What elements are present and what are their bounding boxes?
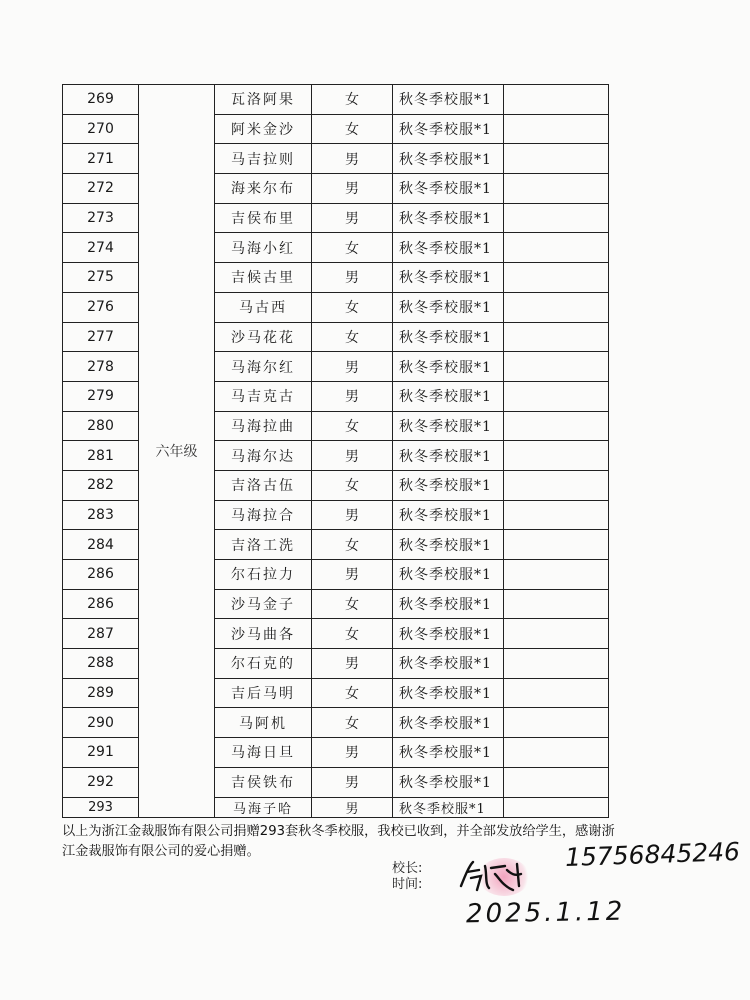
blank-cell [504,411,609,441]
donated-item: 秋冬季校服*1 [393,381,504,411]
row-number: 284 [63,530,139,560]
row-number: 281 [63,441,139,471]
row-number: 272 [63,174,139,204]
student-name: 吉洛工洗 [215,530,312,560]
row-number: 290 [63,708,139,738]
student-sex: 男 [312,203,393,233]
student-sex: 女 [312,114,393,144]
row-number: 282 [63,470,139,500]
student-sex: 男 [312,797,393,817]
student-sex: 女 [312,530,393,560]
student-name: 马海尔红 [215,352,312,382]
acknowledgement-note: 以上为浙江金裁服饰有限公司捐赠293套秋冬季校服，我校已收到，并全部发放给学生，感谢浙江金裁服饰有限公司的爱心捐赠。 [62,824,615,859]
donation-table [62,84,609,818]
principal-signature [455,856,545,896]
blank-cell [504,381,609,411]
student-sex: 男 [312,500,393,530]
row-number: 293 [63,797,139,817]
row-number: 291 [63,738,139,768]
row-number: 288 [63,649,139,679]
blank-cell [504,649,609,679]
row-number: 287 [63,619,139,649]
student-name: 马海日旦 [215,738,312,768]
donated-item: 秋冬季校服*1 [393,500,504,530]
blank-cell [504,174,609,204]
student-name: 海来尔布 [215,174,312,204]
donated-item: 秋冬季校服*1 [393,203,504,233]
student-name: 马海尔达 [215,441,312,471]
row-number: 283 [63,500,139,530]
student-sex: 女 [312,470,393,500]
row-number: 278 [63,352,139,382]
student-sex: 男 [312,144,393,174]
blank-cell [504,500,609,530]
time-label: 时间: [392,877,423,892]
signature-labels [392,861,422,893]
donated-item: 秋冬季校服*1 [393,560,504,590]
student-name: 沙马曲各 [215,619,312,649]
donated-item: 秋冬季校服*1 [393,470,504,500]
row-number: 277 [63,322,139,352]
student-name: 瓦洛阿果 [215,85,312,115]
student-sex: 男 [312,441,393,471]
blank-cell [504,203,609,233]
student-name: 马海拉曲 [215,411,312,441]
blank-cell [504,530,609,560]
row-number: 280 [63,411,139,441]
donated-item: 秋冬季校服*1 [393,174,504,204]
student-sex: 男 [312,174,393,204]
donated-item: 秋冬季校服*1 [393,322,504,352]
student-name: 吉侯布里 [215,203,312,233]
blank-cell [504,144,609,174]
donated-item: 秋冬季校服*1 [393,530,504,560]
student-sex: 男 [312,263,393,293]
donated-item: 秋冬季校服*1 [393,411,504,441]
blank-cell [504,292,609,322]
row-number: 273 [63,203,139,233]
student-sex: 男 [312,649,393,679]
donated-item: 秋冬季校服*1 [393,114,504,144]
student-sex: 女 [312,292,393,322]
donated-item: 秋冬季校服*1 [393,649,504,679]
blank-cell [504,114,609,144]
student-name: 吉后马明 [215,678,312,708]
row-number: 271 [63,144,139,174]
donated-item: 秋冬季校服*1 [393,619,504,649]
donated-item: 秋冬季校服*1 [393,767,504,797]
blank-cell [504,85,609,115]
row-number: 292 [63,767,139,797]
student-name: 吉侯铁布 [215,767,312,797]
donated-item: 秋冬季校服*1 [393,85,504,115]
student-sex: 女 [312,619,393,649]
row-number: 269 [63,85,139,115]
row-number: 279 [63,381,139,411]
student-name: 沙马花花 [215,322,312,352]
student-sex: 男 [312,352,393,382]
blank-cell [504,322,609,352]
student-name: 马吉克古 [215,381,312,411]
blank-cell [504,470,609,500]
student-name: 吉候古里 [215,263,312,293]
blank-cell [504,797,609,817]
handwritten-phone: 15756845246 [564,836,741,873]
row-number: 274 [63,233,139,263]
donated-item: 秋冬季校服*1 [393,797,504,817]
donated-item: 秋冬季校服*1 [393,263,504,293]
blank-cell [504,589,609,619]
student-name: 尔石拉力 [215,560,312,590]
blank-cell [504,678,609,708]
row-number: 275 [63,263,139,293]
student-name: 马海小红 [215,233,312,263]
donated-item: 秋冬季校服*1 [393,738,504,768]
student-name: 吉洛古伍 [215,470,312,500]
student-name: 马吉拉则 [215,144,312,174]
student-sex: 女 [312,589,393,619]
student-sex: 男 [312,767,393,797]
student-name: 马海子哈 [215,797,312,817]
donated-item: 秋冬季校服*1 [393,352,504,382]
student-sex: 女 [312,411,393,441]
blank-cell [504,619,609,649]
student-sex: 男 [312,560,393,590]
blank-cell [504,560,609,590]
donated-item: 秋冬季校服*1 [393,292,504,322]
donated-item: 秋冬季校服*1 [393,233,504,263]
donated-item: 秋冬季校服*1 [393,441,504,471]
row-number: 270 [63,114,139,144]
row-number: 276 [63,292,139,322]
blank-cell [504,738,609,768]
student-name: 阿米金沙 [215,114,312,144]
grade-cell: 六年级 [139,85,215,818]
student-sex: 女 [312,708,393,738]
donated-item: 秋冬季校服*1 [393,144,504,174]
student-sex: 女 [312,322,393,352]
student-sex: 女 [312,678,393,708]
handwritten-date: 2025.1.12 [465,896,626,930]
blank-cell [504,441,609,471]
principal-label: 校长: [392,861,423,876]
blank-cell [504,708,609,738]
student-sex: 女 [312,233,393,263]
student-sex: 男 [312,738,393,768]
donated-item: 秋冬季校服*1 [393,589,504,619]
student-sex: 女 [312,85,393,115]
table-row [63,85,609,115]
donated-item: 秋冬季校服*1 [393,708,504,738]
blank-cell [504,233,609,263]
student-sex: 男 [312,381,393,411]
donated-item: 秋冬季校服*1 [393,678,504,708]
blank-cell [504,263,609,293]
row-number: 286 [63,589,139,619]
row-number: 286 [63,560,139,590]
blank-cell [504,352,609,382]
blank-cell [504,767,609,797]
student-name: 马古西 [215,292,312,322]
student-name: 马海拉合 [215,500,312,530]
student-name: 尔石克的 [215,649,312,679]
student-name: 沙马金子 [215,589,312,619]
student-name: 马阿机 [215,708,312,738]
row-number: 289 [63,678,139,708]
